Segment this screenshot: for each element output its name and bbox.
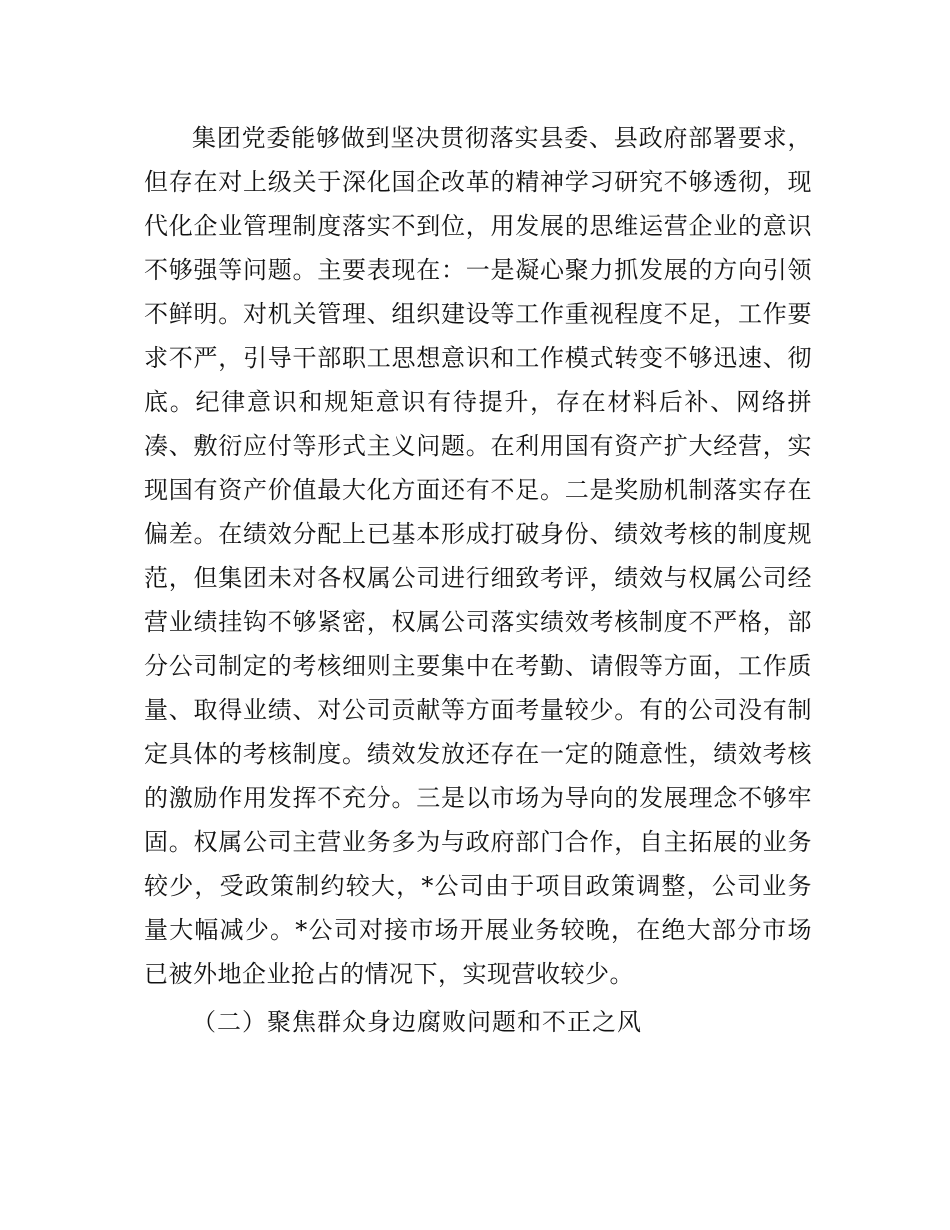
section-heading: （二）聚焦群众身边腐败问题和不正之风 [192, 1008, 642, 1036]
body-paragraph: 集团党委能够做到坚决贯彻落实县委、县政府部署要求，但存在对上级关于深化国企改革的精神学习研究不够透彻，现代化企业管理制度落实不到位，用发展的思维运营企业的意识不够强等问题。主要表现在：一是凝心聚力抓发展的方向引领不鲜明。对机关管理、组织建设等工作重视程度不足，工作要求不严，引导干部职工思想意识和工作模式转变不够迅速、彻底。纪律意识和规矩意识有待提升，存在材料后补、网络拼凑、敷衍应付等形式主义问题。在利用国有资产扩大经营，实现国有资产价值最大化方面还有不足。二是奖励机制落实存在偏差。在绩效分配上已基本形成打破身份、绩效考核的制度规范，但集团未对各权属公司进行细致考评，绩效与权属公司经营业绩挂钩不够紧密，权属公司落实绩效考核制度不严格，部分公司制定的考核细则主要集中在考勤、请假等方面，工作质量、取得业绩、对公司贡献等方面考量较少。有的公司没有制定具体的考核制度。绩效发放还存在一定的随意性，绩效考核的激励作用发挥不充分。三是以市场为导向的发展理念不够牢固。权属公司主营业务多为与政府部门合作，自主拓展的业务较少，受政策制约较大，*公司由于项目政策调整，公司业务量大幅减少。*公司对接市场开展业务较晚，在绝大部分市场已被外地企业抢占的情况下，实现营收较少。 [144, 124, 812, 988]
